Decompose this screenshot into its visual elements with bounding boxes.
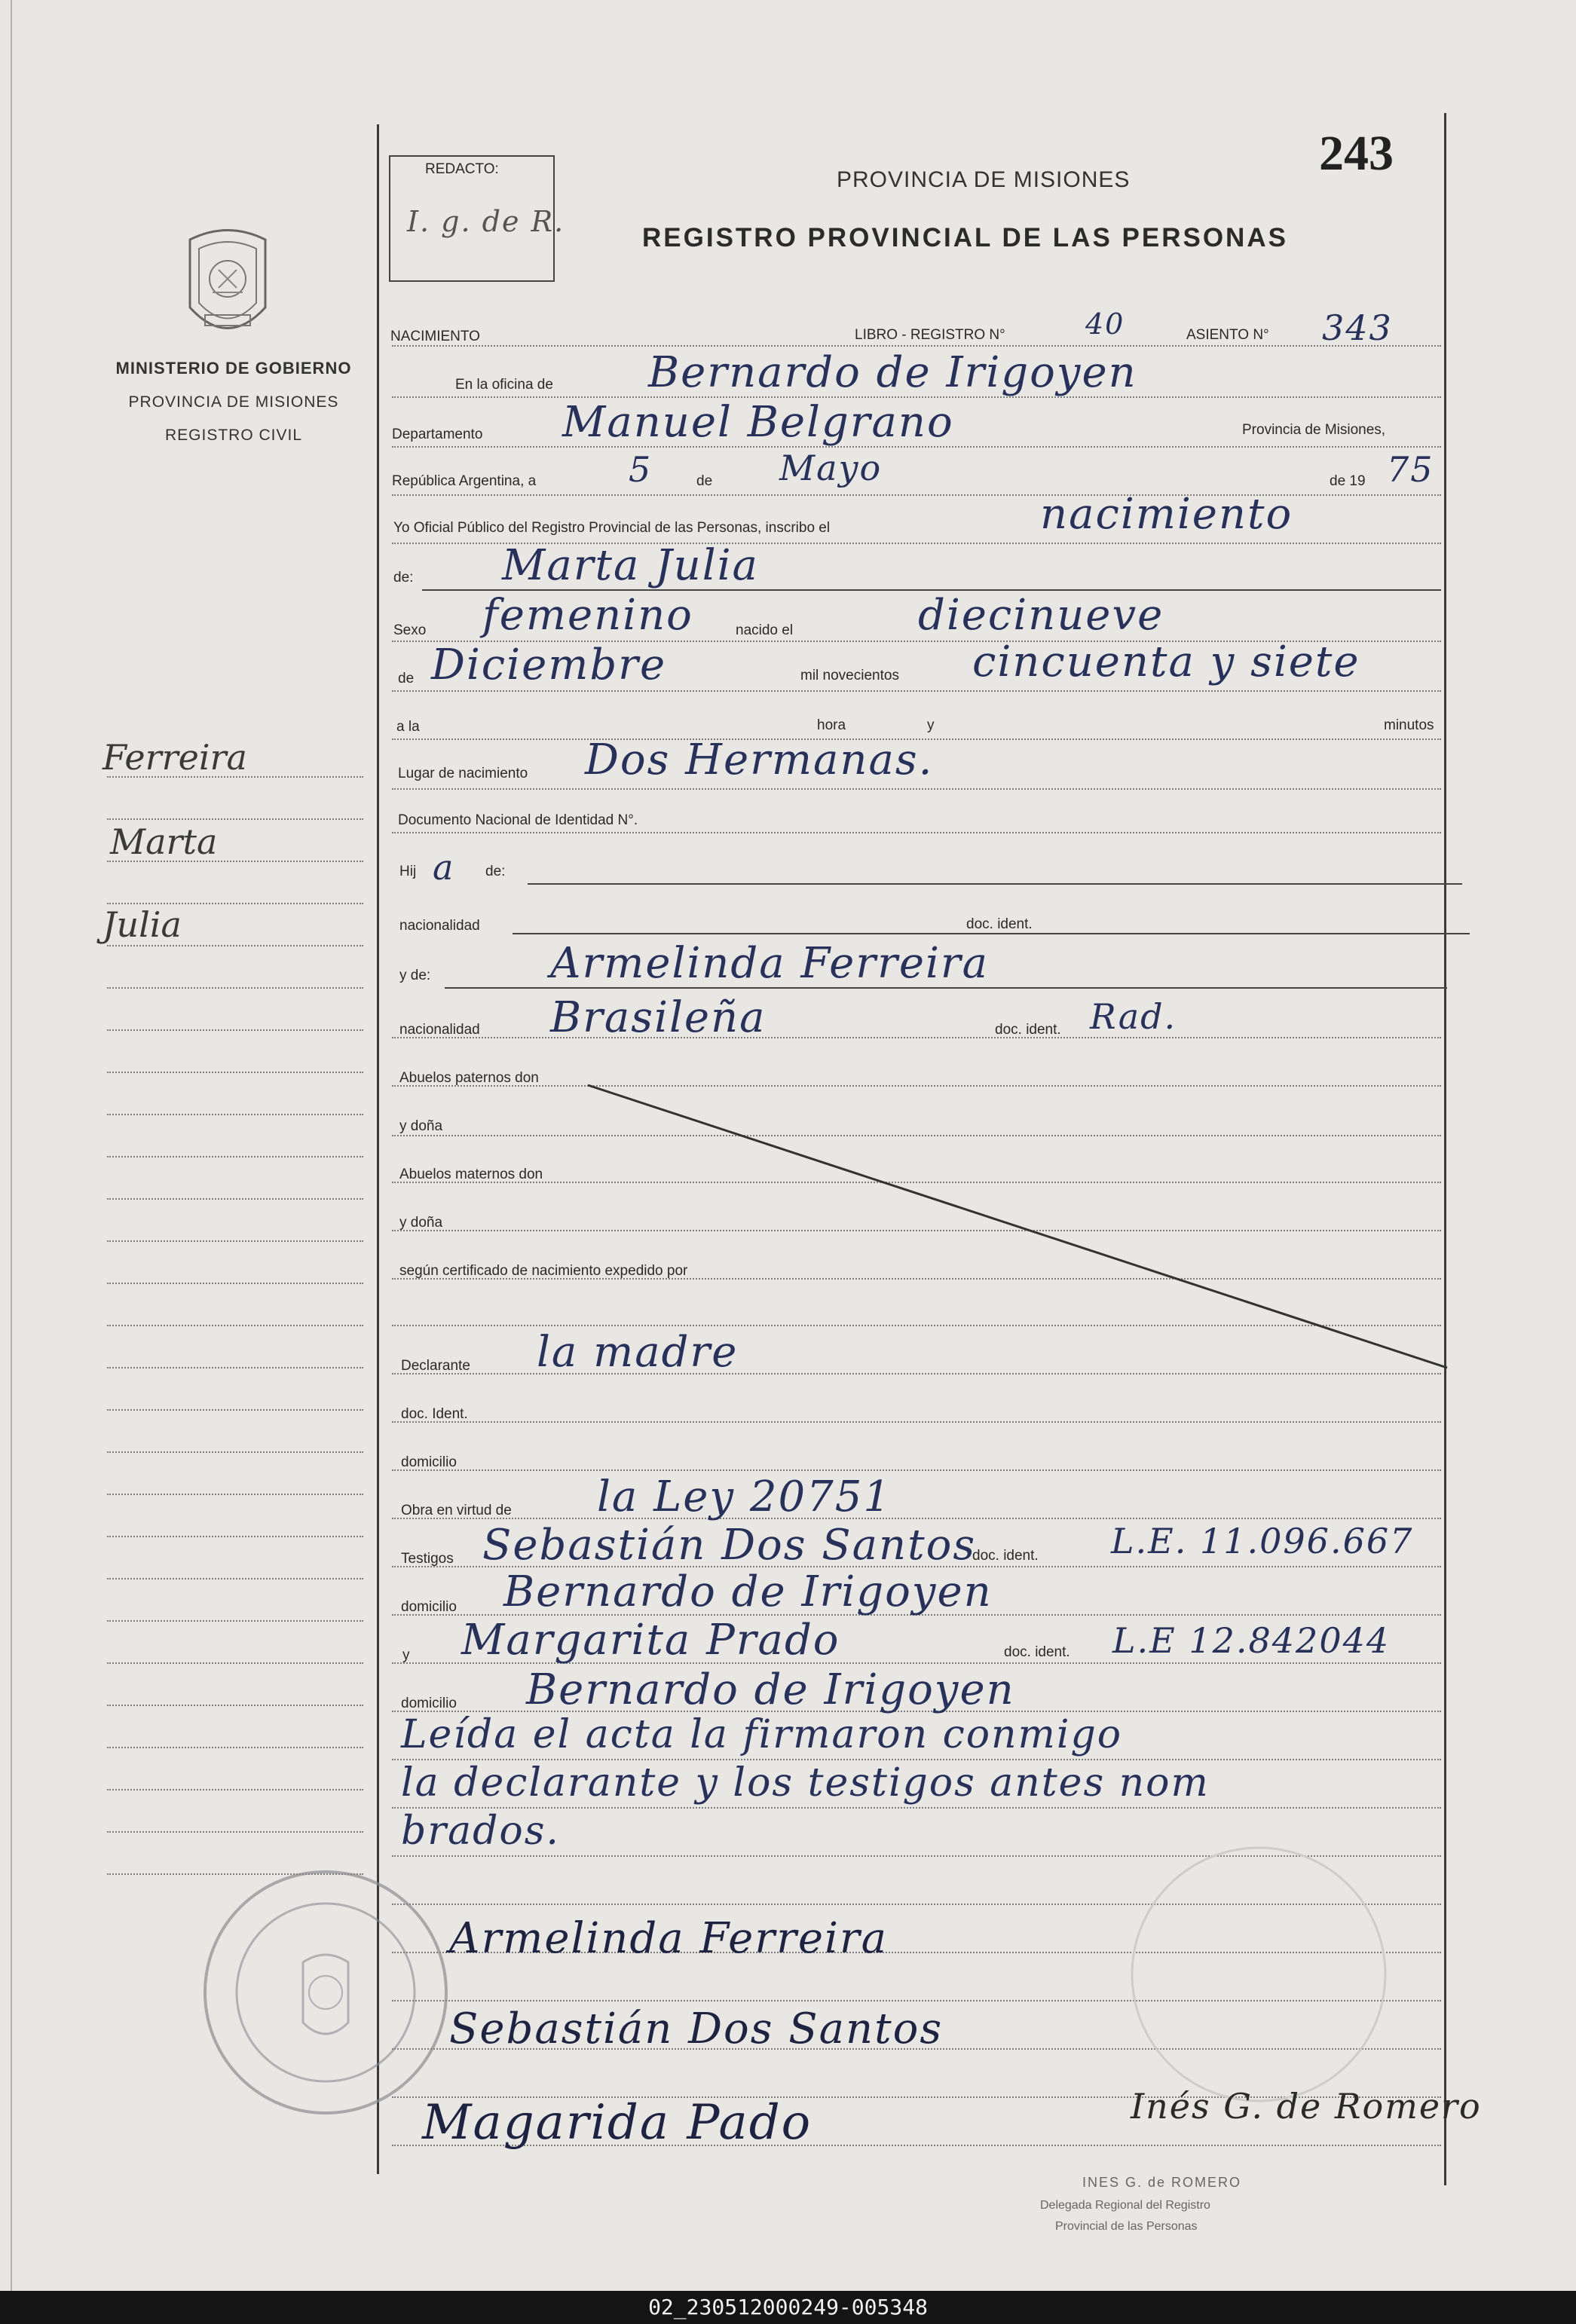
value-madre-nacionalidad: Brasileña [550,993,767,1042]
value-testigo1-doc: L.E. 11.096.667 [1111,1521,1414,1561]
form-line [392,345,1441,347]
label-minutos: minutos [1384,717,1434,733]
label-sexo: Sexo [393,622,427,638]
value-testigo1: Sebastián Dos Santos [482,1521,977,1570]
form-line [513,933,1470,934]
label-provincia: Provincia de Misiones, [1242,422,1386,438]
label-y-testigo2: y [402,1647,410,1663]
margin-line [107,1156,363,1157]
value-madre: Armelinda Ferreira [550,939,990,988]
label-hora: hora [817,717,846,733]
value-dia: 5 [629,449,653,490]
margin-line [107,1662,363,1664]
value-nacido-dia: diecinueve [918,591,1164,640]
label-doc-ident-declarante: doc. Ident. [401,1406,468,1422]
label-doc-ident-testigo2: doc. ident. [1004,1644,1070,1660]
form-line [392,1421,1441,1423]
margin-line [107,945,363,946]
value-testigo2: Margarita Prado [461,1616,840,1665]
label-de-mes: de [696,473,713,489]
value-closing2: la declarante y los testigos antes nom [401,1760,1210,1806]
label-en-la-oficina: En la oficina de [455,377,553,393]
value-libro: 40 [1085,307,1125,341]
margin-line [107,1198,363,1200]
margin-line [107,1283,363,1284]
label-y-minutos: y [927,717,935,733]
value-closing3: brados. [401,1809,560,1854]
margin-line [107,1325,363,1326]
form-line [392,1518,1441,1519]
value-obra: la Ley 20751 [597,1472,892,1521]
page-number: 243 [1319,126,1394,181]
value-lugar: Dos Hermanas. [585,735,934,784]
label-lugar: Lugar de nacimiento [398,766,528,781]
label-de-19: de 19 [1330,473,1366,489]
label-de-nombre: de: [393,570,414,586]
label-y-de: y de: [399,968,431,983]
form-line [392,1469,1441,1471]
margin-line [107,1114,363,1115]
margin-line [107,1072,363,1073]
margin-line [107,1747,363,1748]
label-de-mes-nac: de [398,671,415,686]
ministry-line2: PROVINCIA DE MISIONES [128,393,339,411]
margin-line [107,1620,363,1622]
margin-line [107,1240,363,1242]
value-nacido-anio: cincuenta y siete [972,638,1360,686]
label-y-dona-paterna: y doña [399,1118,443,1134]
label-asiento: ASIENTO N° [1186,327,1269,343]
label-declarante: Declarante [401,1358,470,1374]
margin-line [107,1705,363,1706]
margin-line [107,1789,363,1790]
label-nacionalidad-madre: nacionalidad [399,1022,480,1038]
value-acto: nacimiento [1040,490,1293,539]
signature-sebastian: Sebastián Dos Santos [449,2004,944,2053]
label-obra: Obra en virtud de [401,1503,512,1518]
label-doc-ident-testigo1: doc. ident. [972,1548,1039,1564]
margin-line [107,1029,363,1031]
label-domicilio-testigo2: domicilio [401,1696,457,1711]
signature-margarida: Magarida Pado [422,2095,812,2151]
label-testigos: Testigos [401,1551,454,1567]
label-segun: según certificado de nacimiento expedido por [399,1263,688,1279]
margin-line [107,1409,363,1411]
margin-line [107,1494,363,1495]
value-oficina: Bernardo de Irigoyen [648,348,1137,397]
value-nombre: Marta Julia [502,541,759,590]
label-doc-ident-madre: doc. ident. [995,1022,1061,1038]
margin-surname: Ferreira [103,737,247,778]
label-domicilio-testigo1: domicilio [401,1599,457,1615]
ministry-line3: REGISTRO CIVIL [164,427,303,444]
ministry-line1: MINISTERIO DE GOBIERNO [115,359,352,378]
page-edge-left [11,0,12,2291]
margin-line [107,818,363,820]
strike-through-line [580,1078,1455,1379]
province-heading: PROVINCIA DE MISIONES [837,167,1131,192]
value-mes: Mayo [779,448,883,488]
value-madre-doc: Rad. [1090,996,1177,1037]
margin-line [107,1536,363,1537]
margin-name2: Julia [103,904,182,945]
label-mil-novecientos: mil novecientos [800,668,899,683]
value-departamento: Manuel Belgrano [562,398,954,447]
registry-seal [197,1864,454,2121]
value-nacido-mes: Diciembre [431,641,667,690]
value-asiento: 343 [1322,307,1393,348]
form-line [528,883,1462,885]
label-yo-oficial: Yo Oficial Público del Registro Provincial de las Personas, inscribo el [393,520,831,536]
registry-heading: REGISTRO PROVINCIAL DE LAS PERSONAS [642,223,1288,252]
official-stamp-registry: Provincial de las Personas [1055,2220,1198,2233]
value-declarante: la madre [537,1328,739,1377]
redacto-value: I. g. de R. [407,205,565,238]
redacto-label: REDACTO: [425,161,499,177]
official-stamp-title: Delegada Regional del Registro [1040,2199,1210,2212]
label-doc-ident-padre: doc. ident. [966,916,1033,932]
form-line [392,788,1441,790]
value-hij-suffix: a [433,847,455,888]
margin-line [107,1831,363,1833]
form-line [392,832,1441,833]
label-y-dona-materna: y doña [399,1215,443,1231]
file-id-bar: 02_230512000249-005348 [0,2291,1576,2324]
value-closing1: Leída el acta la firmaron conmigo [401,1712,1123,1757]
label-abuelos-paternos: Abuelos paternos don [399,1070,539,1086]
value-testigo2-domicilio: Bernardo de Irigoyen [526,1665,1015,1714]
margin-line [107,1367,363,1368]
margin-line [107,987,363,989]
form-line [392,690,1441,692]
faint-seal [1123,1839,1394,2110]
signature-armelinda: Armelinda Ferreira [449,1914,889,1963]
form-line [392,1037,1441,1038]
label-abuelos-maternos: Abuelos maternos don [399,1167,543,1182]
margin-line [107,1578,363,1579]
value-testigo2-doc: L.E 12.842044 [1112,1620,1391,1661]
value-anio: 75 [1387,449,1434,490]
label-nacido-el: nacido el [736,622,794,638]
signature-official: Inés G. de Romero [1131,2086,1482,2127]
label-a-la: a la [396,719,420,735]
label-documento: Documento Nacional de Identidad N°. [398,812,638,828]
value-testigo1-domicilio: Bernardo de Irigoyen [503,1567,993,1616]
label-republica: República Argentina, a [392,473,537,489]
label-hij: Hij [399,864,417,879]
margin-name1: Marta [110,821,218,862]
label-domicilio-declarante: domicilio [401,1454,457,1470]
label-nacimiento: NACIMIENTO [390,329,480,344]
label-hij-de: de: [485,864,506,879]
label-libro: LIBRO - REGISTRO N° [855,327,1005,343]
crest-icon [175,225,280,345]
label-nacionalidad-padre: nacionalidad [399,918,480,934]
official-stamp-name: INES G. de ROMERO [1082,2175,1242,2190]
margin-line [107,1451,363,1453]
label-departamento: Departamento [392,427,483,442]
value-sexo: femenino [482,591,693,640]
